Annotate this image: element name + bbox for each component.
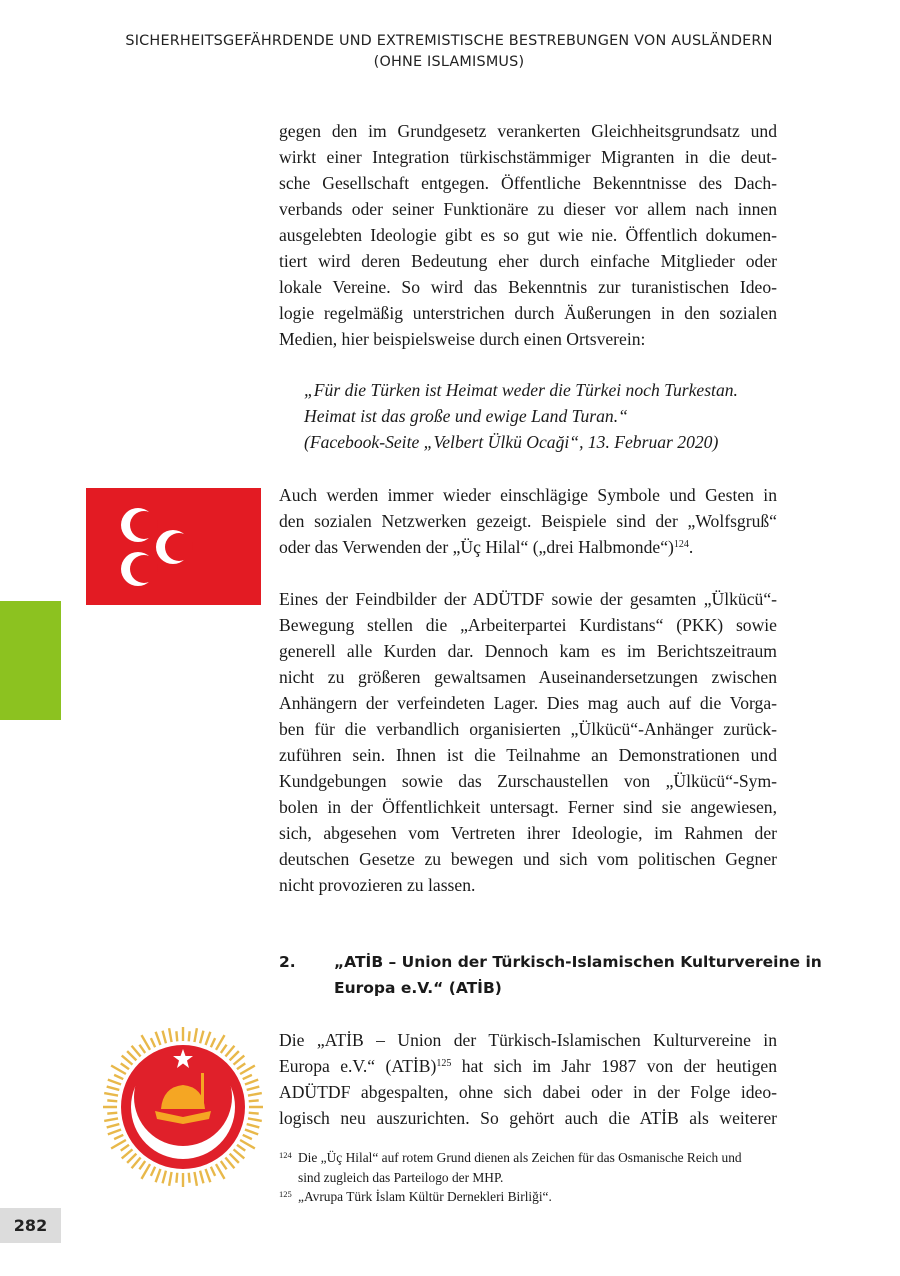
footnote-text: „Avrupa Türk İslam Kültür Dernekleri Birliği“. xyxy=(298,1189,552,1204)
text-line: Eines der Feindbilder der ADÜTDF sowie der gesamten „Ülkücü“- xyxy=(279,589,777,609)
text-line: Anhängern der verfeindeten Lager. Dies mag auch auf die Vorga- xyxy=(279,693,777,713)
text-line: Europa e.V.“ (ATİB)$^{125}$ hat sich im Jahr 1987 von der heutigen xyxy=(279,1056,777,1076)
logo-ray xyxy=(200,1169,204,1183)
paragraph-2 xyxy=(279,482,777,560)
page-number: 282 xyxy=(0,1208,61,1243)
logo-ray xyxy=(205,1167,210,1182)
text-line: oder das Verwenden der „Üç Hilal“ („drei Halbmonde“)$^{124}$. xyxy=(279,537,694,557)
text-line: bolen in der Öffentlichkeit untersagt. Ferner sind sie angewiesen, xyxy=(279,797,777,817)
quote-line: „Für die Türken ist Heimat weder die Türkei noch Turkestan. xyxy=(304,380,738,400)
footnote-text: sind zugleich das Parteilogo der MHP. xyxy=(298,1169,504,1185)
text-line: Kundgebungen sowie das Zurschaustellen von „Ülkücü“-Sym- xyxy=(279,771,777,791)
text-line: tiert wird deren Bedeutung eher durch einfache Mitglieder oder xyxy=(279,251,777,271)
quote-line: (Facebook-Seite „Velbert Ülkü Ocaği“, 13. Februar 2020) xyxy=(304,432,719,452)
logo-ray xyxy=(194,1028,197,1044)
text-line: ben für die verbandlich organisierten „Ülkücü“-Anhänger zurück- xyxy=(279,719,777,739)
text-line: deutschen Gesetze zu bewegen und sich vom politischen Gegner xyxy=(279,849,777,869)
footnote-number: 125 xyxy=(279,1189,292,1199)
paragraph-4 xyxy=(279,1027,777,1131)
logo-ray xyxy=(169,1028,172,1044)
text-line: zuführen sein. Ihnen ist die Teilnahme an Demonstrationen und xyxy=(279,745,777,765)
paragraph-3 xyxy=(279,586,777,898)
text-line: Medien, hier beispielsweise durch einen Ortsverein: xyxy=(279,329,646,349)
section-number: 2. xyxy=(279,953,296,971)
logo-ray xyxy=(246,1093,262,1096)
logo-ray xyxy=(104,1093,120,1096)
atib-logo-image xyxy=(103,1027,263,1187)
logo-ray xyxy=(107,1087,121,1091)
blockquote xyxy=(304,377,738,455)
running-header-line1: SICHERHEITSGEFÄHRDENDE UND EXTREMISTISCHE BESTREBUNGEN VON AUSLÄNDERN xyxy=(125,33,773,49)
section-heading-line: Europa e.V.“ (ATİB) xyxy=(334,979,502,997)
text-line: ADÜTDF abgespalten, ohne sich dabei oder in der Folge ideo- xyxy=(279,1082,777,1102)
text-line: ausgelebten Ideologie gibt es so gut wie nie. Öffentlich dokumen- xyxy=(279,225,777,245)
quote-line: Heimat ist das große und ewige Land Turan.“ xyxy=(304,406,628,426)
logo-ray xyxy=(243,1129,258,1134)
text-line: logisch neu auszurichten. So gehört auch die ATİB als weiterer xyxy=(279,1108,777,1128)
logo-ray xyxy=(107,1124,121,1128)
paragraph-1 xyxy=(279,118,777,352)
logo-ray xyxy=(245,1124,259,1128)
footnote-number: 124 xyxy=(279,1150,292,1160)
text-line: wirkt einer Integration türkischstämmiger Migranten in die deut- xyxy=(279,147,777,167)
text-line: Bewegung stellen die „Arbeiterpartei Kurdistans“ (PKK) sowie xyxy=(279,615,777,635)
text-line: generell alle Kurden dar. Dennoch kam es im Berichtszeitraum xyxy=(279,641,777,661)
logo-ray xyxy=(169,1170,172,1186)
running-header-line2: (OHNE ISLAMISMUS) xyxy=(373,54,525,70)
section-heading-line: „ATİB – Union der Türkisch-Islamischen Kulturvereine in xyxy=(334,953,822,971)
chapter-marker-tab xyxy=(0,601,61,720)
footnote-125 xyxy=(279,1187,779,1207)
text-line: lokale Vereine. So wird das Bekenntnis zur turanistischen Ideo- xyxy=(279,277,777,297)
text-line: gegen den im Grundgesetz verankerten Gleichheitsgrundsatz und xyxy=(279,121,777,141)
text-line: Die „ATİB – Union der Türkisch-Islamischen Kulturvereine in xyxy=(279,1030,777,1050)
text-line: sich, abgesehen vom Vertreten ihrer Ideologie, im Rahmen der xyxy=(279,823,777,843)
text-line: den sozialen Netzwerken gezeigt. Beispiele sind der „Wolfsgruß“ xyxy=(279,511,777,531)
logo-ray xyxy=(194,1170,197,1186)
text-line: verbands oder seiner Funktionäre zu dieser vor allem nach innen xyxy=(279,199,777,219)
logo-ray xyxy=(108,1129,123,1134)
footnote-text: Die „Üç Hilal“ auf rotem Grund dienen als Zeichen für das Osmanische Reich und xyxy=(298,1150,742,1165)
logo-ray xyxy=(156,1032,161,1047)
footnote-124 xyxy=(279,1148,779,1187)
logo-ray xyxy=(243,1080,258,1085)
logo-ray xyxy=(163,1031,167,1045)
section-heading xyxy=(334,949,822,1001)
text-line: logie regelmäßig unterstrichen durch Äußerungen in den sozialen xyxy=(279,303,777,323)
footnote-reference[interactable]: 125 xyxy=(436,1058,452,1069)
text-line: Auch werden immer wieder einschlägige Symbole und Gesten in xyxy=(279,485,777,505)
mhp-flag-image xyxy=(86,488,261,605)
logo-ray xyxy=(163,1169,167,1183)
text-line: nicht zu größeren gewaltsamen Auseinandersetzungen zwischen xyxy=(279,667,777,687)
logo-ray xyxy=(156,1167,161,1182)
logo-ray xyxy=(245,1087,259,1091)
logo-ray xyxy=(246,1118,262,1121)
logo-ray xyxy=(205,1032,210,1047)
logo-ray xyxy=(200,1031,204,1045)
logo-ray xyxy=(108,1080,123,1085)
text-line: nicht provozieren zu lassen. xyxy=(279,875,476,895)
text-line: sche Gesellschaft entgegen. Öffentliche Bekenntnisse des Dach- xyxy=(279,173,777,193)
logo-ray xyxy=(104,1118,120,1121)
footnote-reference[interactable]: 124 xyxy=(673,539,689,550)
